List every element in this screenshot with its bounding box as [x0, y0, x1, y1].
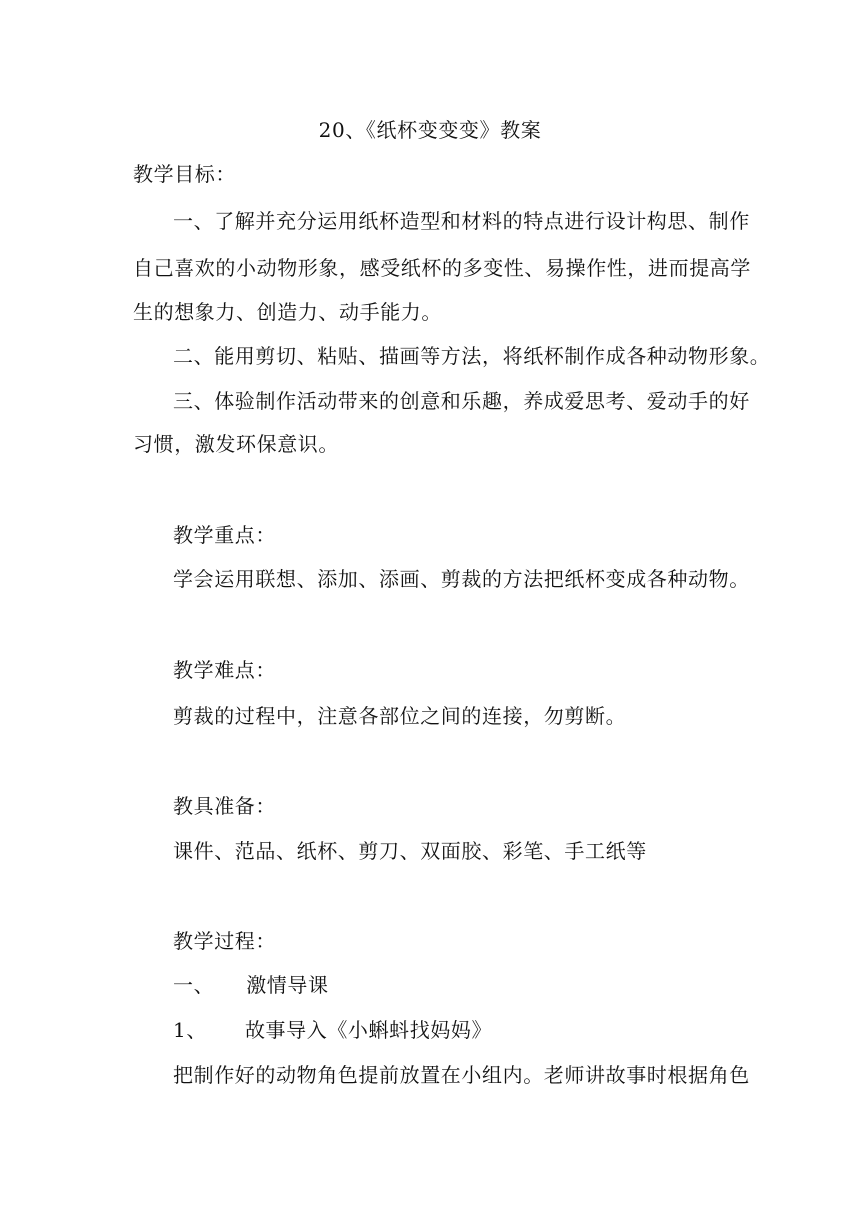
step-1-1-description: 把制作好的动物角色提前放置在小组内。老师讲故事时根据角色: [173, 1063, 750, 1087]
difficulties-text: 剪裁的过程中，注意各部位之间的连接，勿剪断。: [173, 704, 627, 728]
step-1-number: 一、: [173, 973, 215, 997]
step-1-1-heading: [173, 1016, 492, 1044]
step-1-text: 激情导课: [246, 973, 329, 997]
objective-2: 二、能用剪切、粘贴、描画等方法，将纸杯制作成各种动物形象。: [173, 344, 771, 368]
objective-1-line-3: 生的想象力、创造力、动手能力。: [133, 300, 442, 324]
key-points-heading: 教学重点：: [173, 523, 276, 547]
document-title: 20、《纸杯变变变》教案: [318, 118, 542, 142]
objectives-heading: 教学目标：: [133, 162, 236, 186]
process-heading: 教学过程：: [173, 929, 276, 953]
difficulties-heading: 教学难点：: [173, 658, 276, 682]
objective-3-line-1: 三、体验制作活动带来的创意和乐趣，养成爱思考、爱动手的好: [173, 389, 750, 413]
step-1-heading: [173, 971, 329, 999]
objective-1-line-2: 自己喜欢的小动物形象，感受纸杯的多变性、易操作性，进而提高学: [133, 256, 751, 280]
objective-1-line-1: 一、了解并充分运用纸杯造型和材料的特点进行设计构思、制作: [173, 209, 750, 233]
objective-3-line-2: 习惯，激发环保意识。: [133, 432, 339, 456]
materials-heading: 教具准备：: [173, 794, 276, 818]
step-1-1-text: 故事导入《小蝌蚪找妈妈》: [244, 1018, 493, 1042]
materials-text: 课件、范品、纸杯、剪刀、双面胶、彩笔、手工纸等: [173, 839, 647, 863]
step-1-1-number: 1、: [173, 1018, 207, 1042]
key-points-text: 学会运用联想、添加、添画、剪裁的方法把纸杯变成各种动物。: [173, 567, 750, 591]
